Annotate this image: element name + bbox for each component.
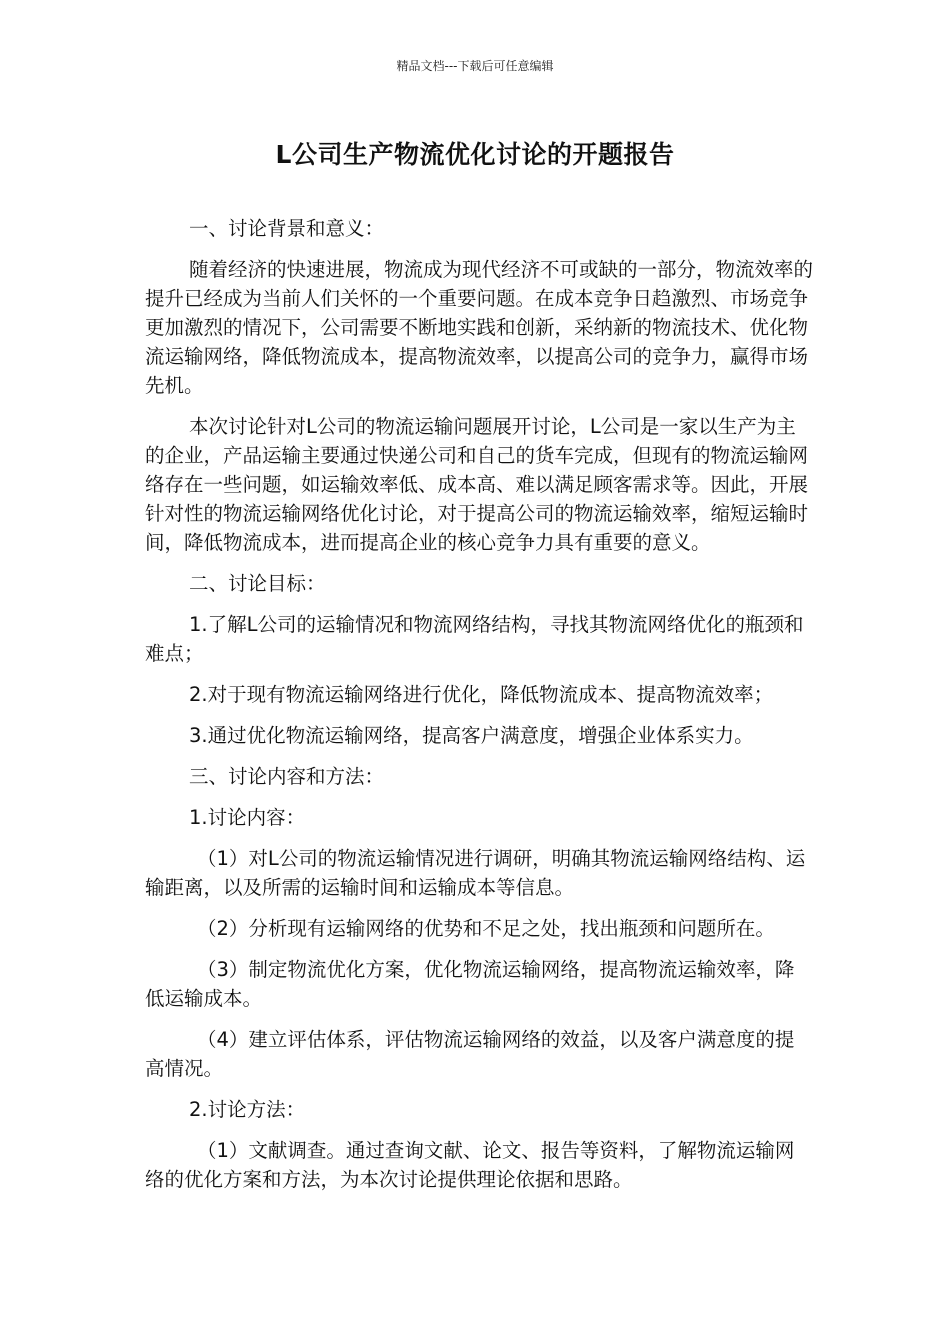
subheading-methods: 2.讨论方法： xyxy=(189,1098,306,1121)
paragraph-background-2: 本次讨论针对L公司的物流运输问题展开讨论，L公司是一家以生产为主的企业，产品运输主要通过快递公司和自己的货车完成，但现有的物流运输网络存在一些问题，如运输效率低、成本高、难以满足顾客需求等。因此，开展针对性的物流运输网络优化讨论，对于提高公司的物流运输效率，缩短运输时间，降低物流成本，进而提高企业的核心竞争力具有重要的意义。 xyxy=(145,415,809,554)
document-title: L公司生产物流优化讨论的开题报告 xyxy=(275,140,675,169)
method-item-1: （1）文献调查。通过查询文献、论文、报告等资料，了解物流运输网络的优化方案和方法，为本次讨论提供理论依据和思路。 xyxy=(145,1139,795,1191)
page-header: 精品文档---下载后可任意编辑 xyxy=(396,59,554,73)
goal-item-3: 3.通过优化物流运输网络，提高客户满意度，增强企业体系实力。 xyxy=(189,724,754,747)
content-item-2: （2）分析现有运输网络的优势和不足之处，找出瓶颈和问题所在。 xyxy=(197,917,775,940)
goal-item-2: 2.对于现有物流运输网络进行优化，降低物流成本、提高物流效率； xyxy=(189,683,774,706)
content-item-4: （4）建立评估体系，评估物流运输网络的效益，以及客户满意度的提高情况。 xyxy=(145,1028,795,1080)
content-item-1: （1）对L公司的物流运输情况进行调研，明确其物流运输网络结构、运输距离，以及所需的运输时间和运输成本等信息。 xyxy=(145,847,806,899)
content-item-3: （3）制定物流优化方案，优化物流运输网络，提高物流运输效率，降低运输成本。 xyxy=(145,958,795,1010)
paragraph-background-1: 随着经济的快速进展，物流成为现代经济不可或缺的一部分，物流效率的提升已经成为当前人们关怀的一个重要问题。在成本竞争日趋激烈、市场竞争更加激烈的情况下，公司需要不断地实践和创新，采纳新的物流技术、优化物流运输网络，降低物流成本，提高物流效率，以提高公司的竞争力，赢得市场先机。 xyxy=(145,258,814,397)
section-heading-goals: 二、讨论目标： xyxy=(189,572,326,595)
document-body xyxy=(145,214,813,1206)
goal-item-1: 1.了解L公司的运输情况和物流网络结构，寻找其物流网络优化的瓶颈和难点； xyxy=(145,613,804,665)
subheading-content: 1.讨论内容： xyxy=(189,806,306,829)
section-heading-background: 一、讨论背景和意义： xyxy=(189,217,385,240)
section-heading-content-methods: 三、讨论内容和方法： xyxy=(189,765,385,788)
